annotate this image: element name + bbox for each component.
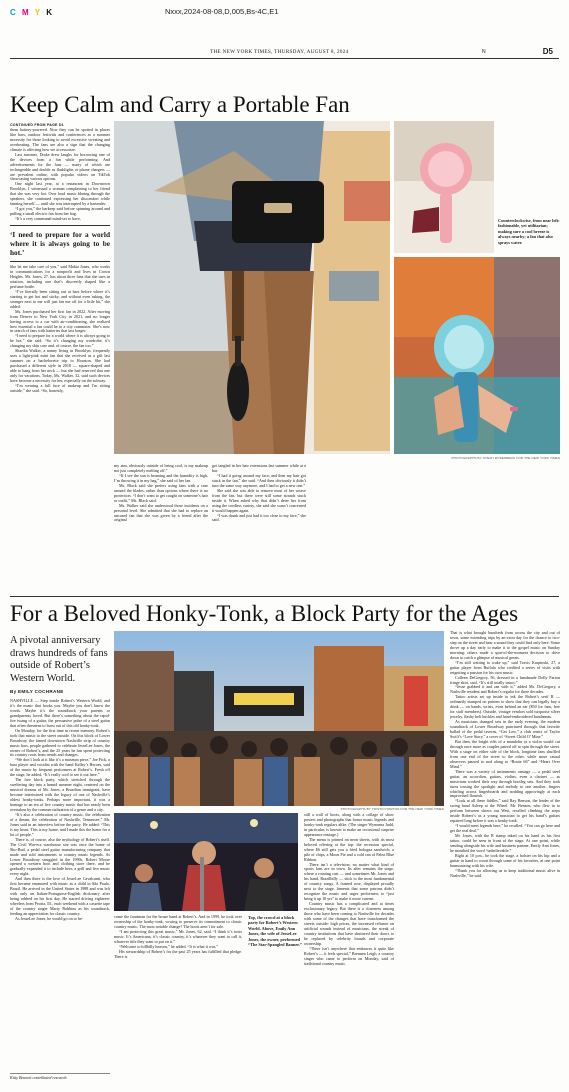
story1-para: “I got you,” the barkeep said before spinning around and pulling a small electric fan from her bag. (10, 206, 110, 217)
story1-column-1 (10, 123, 110, 593)
story2-para: There isn’t a television, no matter what kind of sports fans are in town. Its alter remains the stage, where a rotating cast — and sometimes Mr. Jones and his band, Brazilbilly — stick to the most fundamental of country songs. A framed rose, displayed proudly next to the stage, laments that some patrons didn’t recognize the music and urges performers to “just bring it up 10 yrs” to make it more current. (304, 861, 394, 902)
story2-para: There was a variety of instruments onstage — a pedal steel guitar, an accordion, guitars, violins, even a clarinet — as musicians worked their way through bootleg sets. And they took turns tossing the spotlight and melody to one another, fingers whirling across fingerboards and nodding approvingly at each improvised flourish. (450, 768, 560, 799)
story2-column-2 (114, 915, 242, 1087)
story2-photo-credit: PHOTOGRAPHS BY TRISTIN HORTON FOR THE NEW YORK TIMES (340, 807, 444, 811)
story1-para: them battery-powered. Now they can be spotted in places like bars, outdoor festivals and conferences as a summer necessity for those looking to avoid excessive sweating and overheating. The fans are also a sign that the changing climate is affecting how we accessorize. (10, 126, 110, 152)
story2-para: “Thank you for allowing us to keep traditional music alive in Nashville,” he said. (450, 867, 560, 878)
print-slug: Nxxx,2024-08-08,D,005,Bs-4C,E1 (165, 7, 279, 16)
story1-headline: Keep Calm and Carry a Portable Fan (10, 92, 350, 117)
story2-para: come the frontman for the house band at Robert’s. And in 1999, he took over ownership of the honky-tonk, vowing to preserve its commitment to classic country music. The most notable change? The boots aren’t for sale. (114, 915, 242, 929)
story2-para: “I’m still waiting to wake up,” said Travis Krupinski, 27, a guitar player from Buffalo who credited a series of visits with reigniting a passion for his own music. (450, 659, 560, 675)
story2-para: As musicians changed sets in the early evening, the modern soundtrack of Lower Broadway punctured through: that favorite ballad of the pedal taverns, “Get Low,” a club remix of Taylor Swift’s “Love Story,” a cover of “Sweet Child O’ Mine.” (450, 719, 560, 740)
story1-para: One night last year, at a restaurant in Downtown Brooklyn, I witnessed a woman complaining to her friend that she was very hot. Over loud music blaring through the speakers, she continued expressing her discomfort while fanning herself — until she was interrupted by a bartender. (10, 181, 110, 207)
photo-performer (114, 813, 298, 911)
pink-fan-illustration (394, 121, 494, 253)
story2-para: The menu is printed on neon sheets, with its most beloved offering at the top: the recession special, where $6 still gets you a fried bologna sandwich, a pile of chips, a Moon Pie and a cold can of Pabst Blue Ribbon. (304, 836, 394, 862)
story2-para: “It’s also a celebration of country music, the celebration of a dream, the celebration of Nashville, Tennessee,” Mr. Jones said in an interview before the party. He added: “This is my heart. This is my home, and I made this the home for a lot of people.” (10, 811, 110, 837)
story2-column-4 (450, 631, 560, 1087)
story1-para: She said she was able to remove most of her weave from the fan, but there were still some strands stuck inside it. When asked why that didn’t deter her from using the cordless variety, she said she wasn’t concerned it would happen again. (212, 487, 306, 513)
story1-para: “It’s a very communal mind-set to have, (15, 216, 81, 222)
story2-headline: For a Beloved Honky-Tonk, a Block Party for the Ages (10, 601, 519, 626)
story1-photo-credit: PHOTOGRAPHS BY JONAH ROSENBERG FOR THE NEW YORK TIMES (451, 456, 560, 460)
blue-fan-illustration (394, 257, 560, 454)
story2-para: There is, of course, also the mythology of Robert’s itself. The Civil War-era warehouse site was once the home of Sho-Bud, a pedal steel guitar manufacturing company that made and sold instruments to country music legends. As Lower Broadway struggled in the 1990s, Robert Moore opened a western boot and clothing store there, and he gradually expanded it to include beer, a grill and live music every night. (10, 836, 110, 877)
story1-column-3 (212, 464, 306, 594)
performer-illustration (114, 813, 298, 911)
story2-caption: Top, the crowd at a block party for Robert’s Western World. Above, Emily Ann Jones, the wife of JesseLee Jones, the owner, performed “The Star-Spangled Banner.” (248, 915, 303, 948)
page-number: D5 (542, 47, 553, 56)
story2-para: And then there is the love of JesseLee Cavalcanti, who first became enamored with music as a child in São Paulo, Brazil. He arrived in the United States in 1988 and was left with only an Italian-Portuguese-English dictionary after being robbed on his first day. He started driving eighteen-wheelers from Peoria, Ill., each weekend with a cassette tape of the country singer Marty Robbins as his soundtrack, feeding an appreciation for classic country. (10, 876, 110, 916)
story1-para: “I need to prepare for a world where it is always going to be hot,” she said. “So it’s changing my wardrobe, it’s changing my skin care and, of course, the fan too.” (10, 333, 110, 349)
story2-para: The free block party, which stretched through the sweltering day into a humid summer night, centered on the musical dreams of Mr. Jones, a Brazilian immigrant, have become intertwined with the legacy of one of Nashville’s oldest honky-tonks. Perhaps more important, it was a homage to an era of live country music that has nearly been overtaken by the commercialization of a genre and a city. (10, 777, 110, 812)
research-credit: Kitty Bennett contributed research. (10, 1075, 68, 1080)
story1-para: Ms. Black said she prefers using fans with a case around the blades, rather than options where there is no protection. “I don’t want to get caught on someone’s hair or outfit,” Ms. Black said. (114, 482, 208, 503)
folio-line: THE NEW YORK TIMES, THURSDAY, AUGUST 8, 2024 (210, 49, 349, 55)
story2-para: Tattoo artists set up inside to ink the Robert’s serif R — ordinarily stamped on patrons to show that they can legally buy a drink — on hands, wrists, even behind an ear ($50 for fans, free for staff members). Outside, vintage vendors sold turquoise silver jewelry, flashy belt buckles and hand-embroidered bandannas. (450, 694, 560, 720)
story2-para: “Look at all these fiddles,” said Ray Benson, the leader of the swing band Asleep at the Wheel. Mr. Benson, who flew in to perform between shows out West, recalled climbing the steps inside Robert’s as a young musician to get his band’s guitars repaired long before it was a honky-tonk. (450, 798, 560, 824)
story2-para: still a wall of boots, along with a collage of show posters and photographs that honor music legends and honky-tonk regulars alike. (The singer Wynonna Judd, in particular, is known to make an occasional surprise appearance onstage.) (304, 813, 394, 837)
story2-para: His stewardship of Robert’s for the past 25 years has fulfilled that pledge. There is (114, 948, 242, 959)
story2-para: Colleen DeGregory, 56, dressed in a handmade Dolly Parton fringe skirt, said, “It’s still totally intact.” (450, 674, 560, 685)
story1-para: Shardia Walker, a nanny living in Brooklyn, frequently uses a light-pink mini fan that she received as a gift last summer on a bachelorette trip to Houston. She had purchased a different style in 2018 — square-shaped and able to hang from her neck — but she had reserved that one only for vacations. Today, Ms. Walker, 32, said such devices have become a necessity for her, especially on the subway. (10, 348, 110, 383)
section-divider (10, 596, 559, 597)
story2-para: “I am protecting this great music,” Mr. Jones, 62, said. “I think it’s roots music. It’s Americana, it’s classic country, it’s whatever they want to call it, whatever title they want to put on it.” (114, 928, 242, 944)
story2-para: NASHVILLE — Step inside Robert’s Western World, and it’s the music that hooks you. Maybe you don’t know the words. Maybe it’s the soundtrack your parents or grandparents loved. But there’s something about the rapid-fire twang of a guitar, the persuasive pulse of a steel guitar that often threatens to burst out of this old honky-tonk. (10, 699, 110, 728)
story2-column-3 (304, 813, 394, 1083)
story2-para: Mr. Jones, with the R stamp inked on his hand as his first tattoo, could be seen in front of the stage. At one point, while sending alongside his wife and business partner, Emily Ann Jones, he mouthed the word “unbelievable.” (450, 833, 560, 853)
photo-blue-spray-fan (394, 257, 560, 454)
edition-marker: N (482, 49, 486, 55)
story1-para: “I had it going around my face, and then my hair got stuck in the fan,” she said. “And then obviously it didn’t turn the same way anymore, and I had to get a new one.” (212, 472, 306, 488)
story2-para: That is what brought hundreds from across the city and out of town, some extending trips by an extra day for the chance to two-step on the street and hear a sound they could find only here. Some drove up a day early to make it to the gospel music on Sunday morning; others made a spur-of-the-moment decision to drive down to catch a glimpse of musical greats. (450, 631, 560, 660)
story1-para: Last summer, Drake drew laughs for borrowing one of the devices from a fan while performing. And advertisements for the fans — many of which are rechargeable and double as flashlights or phone chargers — are prevalent online, with popular videos on TikTok showcasing various options. (10, 151, 110, 182)
story2-para: “Jesse grabbed it and ran with it,” added Ms. DeGregory, a Nashville resident and Robert’s regular for three decades. (450, 684, 560, 695)
story1-para: “I’m wearing a full face of makeup and I’m sitting outside,” she said. “So, honestly, (10, 382, 110, 393)
story1-para: Ms. Walker said she understood those incidents on a personal level. She admitted that she had to replace an uncased fan that she was given by a friend after the original (114, 502, 208, 523)
story2-column-1 (10, 699, 110, 1074)
story2-para: “Welcome to hillbilly heaven,” he added. “It is what it was.” (119, 943, 219, 949)
story2-para: “There isn’t anywhere that embraces it quite like Robert’s — it feels special,” Brennen Leigh, a country singer who came to perform on Monday, said of traditional country music. (304, 945, 394, 966)
story2-para: As JesseLee Jones, he would go on to be- (15, 915, 84, 921)
photo-block-party-crowd (114, 631, 444, 806)
story1-para: “If I see the sun is beaming and the humidity is high, I’m throwing it in my bag,” she said of her fan. (114, 472, 208, 483)
story1-para: “I’ve literally been sitting out at bars before where it’s starting to get hot and sticky, and without even asking, the stranger next to me will just fan me off for a little bit,” she added. (10, 288, 110, 309)
continued-line: CONTINUED FROM PAGE D1 (10, 123, 64, 127)
cmyk-registration: C M Y K (10, 8, 54, 17)
story1-para: like let me take care of you,” said Makia Jones, who works in communications for a nonprofit and lives in Crown Heights. Ms. Jones, 27, has about three fans that she uses in rotation, including one that’s discreetly shaped like a perfume bottle. (10, 264, 110, 289)
story2-para: Right at 10 p.m., he took the stage, a holster on his hip and a guitar in hand to croon through some of his favorites, at one point harmonizing with his wife. (450, 852, 560, 868)
photo-woman-with-fan (114, 121, 390, 454)
story2-deck: A pivotal anniversary draws hundreds of fans outside of Robert’s Western World. (10, 635, 108, 684)
story1-caption: Counterclockwise, from near left: fashionable, yet utilitarian; making sure a cool breeze is always nearby; a fan that also sprays water. (498, 218, 560, 245)
story2-para: But then, the bright riffs of a mandolin or a violin would cut through once more as couples paired off to spin through the street. With a stage on either side of the block, longtime fans shuffled from one end of the street to the other, while more casual observers paused to nod along to “Route 66” and “Heart Over Mind.” (450, 738, 560, 769)
story2-byline: By EMILY COCHRANE (10, 689, 64, 694)
header-rule (10, 58, 559, 59)
pull-quote: ‘I need to prepare for a world where it is always going to be hot.’ (10, 230, 110, 258)
crowd-illustration (114, 631, 444, 806)
story1-para: my aim, obviously outside of being cool, is my makeup not just completely melting off.” (114, 464, 208, 473)
story2-para: On Monday, for the first time in recent memory, Robert’s took that music to the street outside. On this block of Lower Broadway, the famed downtown Nashville strip of country music bars, people gathered to celebrate JesseLee Jones, the owner of Robert’s, and the 25 years he has spent protecting its country roots from trends and changes. (10, 727, 110, 758)
photo-pink-fan (394, 121, 494, 253)
story2-para: Country music has a complicated and at times exclusionary legacy. But there is a closeness among those who have been coming to Nashville for decades with some of the changes that have transformed the streets outside: high prices, the increased reliance on artificial sounds instead of musicians, the streak of country institutions that have shuttered their doors to be replaced by celebrity brands and corporate ownership. (304, 901, 394, 946)
story1-para: got tangled in her hair extensions last summer while at a bar. (212, 464, 306, 473)
story2-para: “We don’t look at it like it’s a museum piece,” Joe Fick, a bass player and vocalist with the band Kelley’s Heroes, said of the music by frequent performers at Robert’s. Fresh off the stage, he added, “It’s really cool to see it out here.” (10, 757, 110, 778)
story1-column-2 (114, 464, 208, 594)
story1-para: “I was drunk and just had it too close to my face,” she said. (212, 512, 306, 523)
story1-para: Ms. Jones purchased her first fan in 2022. After moving from Denver to New York City in 2021, and no longer having access to a car with air-conditioning, she realized how essential a fan could be to a city commuter. She’s now in search of fans with batteries that last longer. (10, 308, 110, 334)
story2-para: “I would meet legends here,” he recalled. “You can go here and get the real deal.” (450, 823, 560, 834)
photo-illustration (114, 121, 390, 454)
